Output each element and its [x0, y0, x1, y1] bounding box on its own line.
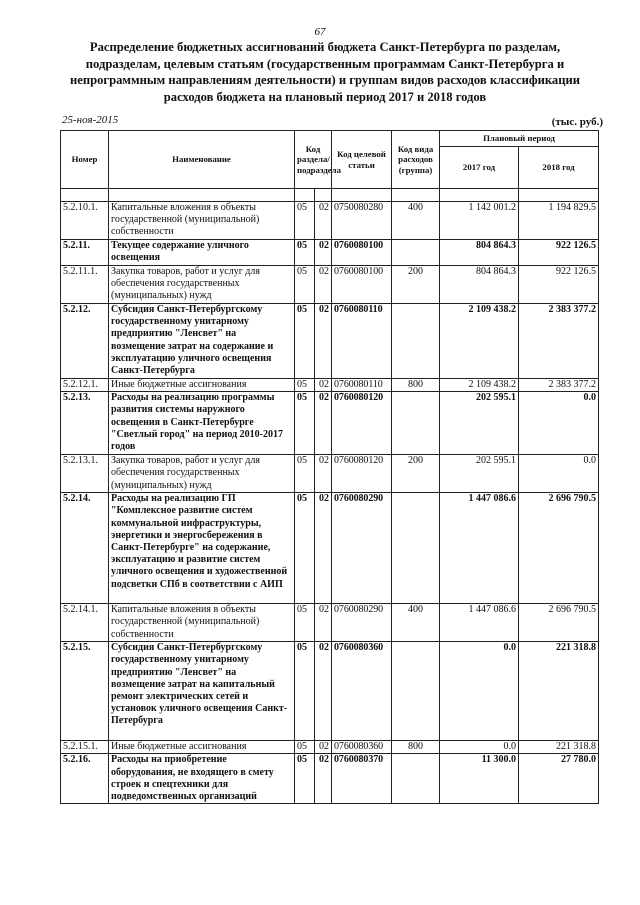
row-number: 5.2.11.1. [61, 266, 109, 304]
table-row [61, 741, 599, 754]
row-name: Расходы на приобретение оборудования, не входящего в смету строек и спецтехники для подведомственных организаций [109, 754, 295, 804]
row-number: 5.2.10.1. [61, 202, 109, 240]
row-razdel: 05 [295, 604, 315, 642]
row-number: 5.2.15.1. [61, 741, 109, 754]
row-podrazdel: 02 [315, 642, 332, 741]
row-name: Иные бюджетные ассигнования [109, 379, 295, 392]
row-name: Капитальные вложения в объекты государственной (муниципальной) собственности [109, 202, 295, 240]
header-year-2017: 2017 год [440, 147, 519, 189]
header-planned-period: Плановый период [440, 131, 599, 147]
row-razdel: 05 [295, 379, 315, 392]
table-body [61, 189, 599, 804]
spacer-row [61, 189, 599, 202]
row-number: 5.2.14.1. [61, 604, 109, 642]
row-article-code: 0760080100 [332, 266, 392, 304]
row-name: Субсидия Санкт-Петербургскому государственному унитарному предприятию "Ленсвет" на возмещение затрат на содержание и эксплуатацию уличного освещения Санкт-Петербурга [109, 304, 295, 379]
table-row [61, 392, 599, 455]
row-number: 5.2.12. [61, 304, 109, 379]
row-podrazdel: 02 [315, 604, 332, 642]
row-podrazdel: 02 [315, 493, 332, 604]
table-row [61, 493, 599, 604]
row-amount-2018: 221 318.8 [519, 741, 599, 754]
row-razdel: 05 [295, 304, 315, 379]
row-expense-type [392, 493, 440, 604]
row-name: Текущее содержание уличного освещения [109, 240, 295, 266]
row-amount-2018: 0.0 [519, 455, 599, 493]
row-number: 5.2.15. [61, 642, 109, 741]
row-number: 5.2.11. [61, 240, 109, 266]
row-podrazdel: 02 [315, 741, 332, 754]
row-amount-2017: 1 142 001.2 [440, 202, 519, 240]
row-expense-type [392, 754, 440, 804]
row-article-code: 0760080110 [332, 379, 392, 392]
row-podrazdel: 02 [315, 754, 332, 804]
row-amount-2017: 202 595.1 [440, 392, 519, 455]
row-expense-type: 200 [392, 455, 440, 493]
row-amount-2018: 922 126.5 [519, 240, 599, 266]
table-row [61, 202, 599, 240]
header-number: Номер [61, 131, 109, 189]
row-amount-2017: 202 595.1 [440, 455, 519, 493]
row-expense-type: 400 [392, 604, 440, 642]
row-podrazdel: 02 [315, 240, 332, 266]
row-expense-type [392, 304, 440, 379]
row-amount-2018: 27 780.0 [519, 754, 599, 804]
row-amount-2017: 804 864.3 [440, 240, 519, 266]
row-article-code: 0760080370 [332, 754, 392, 804]
table-row [61, 604, 599, 642]
row-amount-2018: 2 383 377.2 [519, 304, 599, 379]
row-amount-2017: 804 864.3 [440, 266, 519, 304]
document-title: Распределение бюджетных ассигнований бюджета Санкт-Петербурга по разделам, подразделам, целевым статьям (государственным программам Санкт-Петербурга и непрограммным направлениям деятельности) и группам видов расходов классификации расходов бюджета на плановый период 2017 и 2018 годов [70, 40, 580, 104]
header-name: Наименование [109, 131, 295, 189]
row-article-code: 0760080110 [332, 304, 392, 379]
row-article-code: 0760080120 [332, 455, 392, 493]
row-amount-2018: 2 696 790.5 [519, 604, 599, 642]
table-row [61, 266, 599, 304]
row-amount-2017: 2 109 438.2 [440, 304, 519, 379]
row-amount-2018: 2 696 790.5 [519, 493, 599, 604]
row-amount-2017: 0.0 [440, 741, 519, 754]
row-amount-2017: 11 300.0 [440, 754, 519, 804]
row-amount-2018: 0.0 [519, 392, 599, 455]
row-article-code: 0760080120 [332, 392, 392, 455]
row-razdel: 05 [295, 202, 315, 240]
row-name: Расходы на реализацию ГП "Комплексное развитие систем коммунальной инфраструктуры, энергетики и энергосбережения в Санкт-Петербурге" на содержание, эксплуатацию и развитие систем уличного освещения и художественной подсветки СПб в соответствии с АИП [109, 493, 295, 604]
header-article-code: Код целевой статьи [332, 131, 392, 189]
row-amount-2018: 221 318.8 [519, 642, 599, 741]
row-amount-2017: 2 109 438.2 [440, 379, 519, 392]
row-name: Субсидия Санкт-Петербургскому государственному унитарному предприятию "Ленсвет" на возмещение затрат на капитальный ремонт электрических сетей и установок уличного освещения Санкт-Петербурга [109, 642, 295, 741]
row-amount-2018: 2 383 377.2 [519, 379, 599, 392]
table-row [61, 240, 599, 266]
row-razdel: 05 [295, 240, 315, 266]
header-expense-type: Код вида расходов (группа) [392, 131, 440, 189]
row-article-code: 0760080290 [332, 604, 392, 642]
row-podrazdel: 02 [315, 455, 332, 493]
row-razdel: 05 [295, 392, 315, 455]
document-date: 25-ноя-2015 [62, 114, 119, 126]
row-podrazdel: 02 [315, 304, 332, 379]
row-amount-2017: 0.0 [440, 642, 519, 741]
row-podrazdel: 02 [315, 266, 332, 304]
row-number: 5.2.13. [61, 392, 109, 455]
row-amount-2018: 1 194 829.5 [519, 202, 599, 240]
budget-table [60, 130, 599, 804]
header-year-2018: 2018 год [519, 147, 599, 189]
row-expense-type: 400 [392, 202, 440, 240]
row-podrazdel: 02 [315, 379, 332, 392]
row-razdel: 05 [295, 754, 315, 804]
table-row [61, 304, 599, 379]
row-expense-type: 800 [392, 379, 440, 392]
table-row [61, 379, 599, 392]
row-expense-type [392, 642, 440, 741]
row-number: 5.2.14. [61, 493, 109, 604]
row-name: Иные бюджетные ассигнования [109, 741, 295, 754]
row-name: Капитальные вложения в объекты государственной (муниципальной) собственности [109, 604, 295, 642]
row-expense-type [392, 240, 440, 266]
row-podrazdel: 02 [315, 392, 332, 455]
header-section-code: Код раздела/ подраздела [295, 131, 332, 189]
row-name: Расходы на реализацию программы развития системы наружного освещения в Санкт-Петербурге "Светлый город" на период 2010-2017 годов [109, 392, 295, 455]
row-name: Закупка товаров, работ и услуг для обеспечения государственных (муниципальных) нужд [109, 455, 295, 493]
row-amount-2017: 1 447 086.6 [440, 493, 519, 604]
row-amount-2018: 922 126.5 [519, 266, 599, 304]
row-number: 5.2.13.1. [61, 455, 109, 493]
row-razdel: 05 [295, 266, 315, 304]
row-razdel: 05 [295, 493, 315, 604]
row-article-code: 0760080100 [332, 240, 392, 266]
row-article-code: 0760080360 [332, 642, 392, 741]
row-podrazdel: 02 [315, 202, 332, 240]
table-row [61, 754, 599, 804]
table-row [61, 642, 599, 741]
row-razdel: 05 [295, 642, 315, 741]
row-number: 5.2.12.1. [61, 379, 109, 392]
row-article-code: 0760080360 [332, 741, 392, 754]
row-expense-type [392, 392, 440, 455]
page-number: 67 [314, 26, 326, 38]
row-article-code: 0750080280 [332, 202, 392, 240]
row-expense-type: 200 [392, 266, 440, 304]
row-name: Закупка товаров, работ и услуг для обеспечения государственных (муниципальных) нужд [109, 266, 295, 304]
row-amount-2017: 1 447 086.6 [440, 604, 519, 642]
row-number: 5.2.16. [61, 754, 109, 804]
row-expense-type: 800 [392, 741, 440, 754]
row-article-code: 0760080290 [332, 493, 392, 604]
units-label: (тыс. руб.) [551, 116, 603, 128]
row-razdel: 05 [295, 455, 315, 493]
table-row [61, 455, 599, 493]
row-razdel: 05 [295, 741, 315, 754]
